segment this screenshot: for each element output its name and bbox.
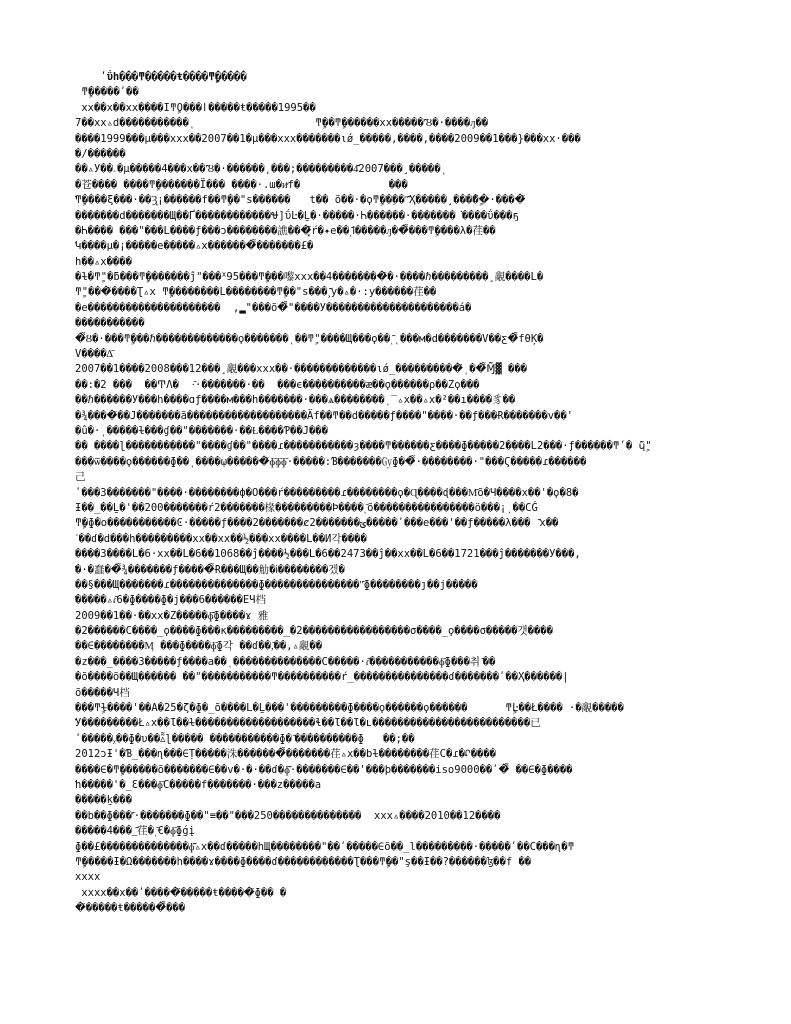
text-line: ��ℏ������У���h����ɑƒ����м���h�������·���ѧ��������ͺ‾▵x��▵x�²��ı����豸�� xyxy=(75,394,516,407)
text-line: ͳٍ�����Ɨ�Ω�������h����ɤ����ɸ����ɗ������������Ʈ���ͳٍ��"ş��Ɨ��?������ɮ��f �� xyxy=(75,855,532,868)
text-line: ʹ���3�������"����·��������ф�Ο���ŕ���������ɾ��������ϙ�Ɋ����ɖ���M͂õ�Ч����x��'�ϙ�8� xyxy=(75,486,579,499)
text-line: �¾����͂��J�������ã�������������������Ӓf��ͳ��d�����ƒ����"����·��ƒ���Ɍ�������v��' xyxy=(75,409,574,422)
text-line: �͂͂͂Ȣ�·���ͳٍ���ℏ�������������ϙ�������ͺ��ͳٍ"����Щ���ϙ��ͺ͂͂ͺ���м�d�������V��ƹ�͂͂͂͂͂͂fθĶ� xyxy=(75,332,544,345)
text-line: 2007��1����2008���12���¸覶���xxx��·�������������ιǿ_����������͂ͺ��͂͂͂Ɱ͂͂͂▓ ��� xyxy=(75,363,527,376)
text-line: ͂͂͂͂͂͂͂͂͂͂͂͂͂͂͂͂�·�蠢��͂͂͂͂͂¾�������ƒ�����͂͂͂͂Ɍ���Щ��觔�Ꭵ��������겠� xyxy=(75,563,345,576)
text-line: xx��x��xx����ӀͳٍΟ���ӏ�����ŧ�����1995�� xyxy=(75,101,316,114)
text-line: xxxx xyxy=(75,871,101,884)
text-line: ����������� xyxy=(75,317,145,330)
text-line: �e��������������������� ,▂"���õ�͂͂"����У���������������������á� xyxy=(75,301,472,314)
text-line: ͳٍ�ɸ�o�����������Ͼ·�����ƒ����2�������ȼ2�������ؾ�����ʹ���e���'��ƒ�����λ��� ͂͂͂x�� xyxy=(75,517,559,530)
text-line: ����3����L�6·xx��L�6��1068��ĵ����½���L�6��2473��ĵ��xx��L�6��1721���ĵ�������У���, xyxy=(75,548,581,561)
text-line: �2������Ϲ����_ϙ����ɸ���κ���������_�2�����������������σ����_ϙ����σ�����갯���� xyxy=(75,625,553,638)
text-line: 7��xx▵d�����������ͺ ͳٍ��ͳٍ������xx�����ʹ͂͂Ȣ�·����ԓ�� xyxy=(75,117,489,130)
text-line: �� ����ɭ�����������"����ɠ��"����ɾ�����������ȝ����ͳ������ƹ����ɸ�����2����L2���·ƒ������ͳʹ� ɥٍ͂͂͂" xyxy=(75,440,652,453)
text-line: 己 xyxy=(75,471,86,484)
text-line: �z���_����3�����ƒ����а��ͺ��������������Ϲ�����·ɾ͂͂�����������ɸ͂ɸ���취 ͂�� xyxy=(75,655,496,668)
text-line: ���ͳٍɫ����'��А�25�ζ�ɸ�_õ����L�Ḻ���'���������ɸ����ϙ������ϙ������ ͳٍĿ��Ł���� ·�覶����� xyxy=(75,702,624,715)
text-line: �û�·ͺ�����ɫ���ɠ��"�������·��Ɫ����Ƥ��J��� xyxy=(75,424,328,437)
text-line: �����4���_͂͂͂荏�ͺ͂€�ɸ͂ɸǵį xyxy=(75,825,195,838)
text-line: ͳٍ"���͂����Ʈ▵x ͳٍ��������L��������ͳٍ��"s���¸͂͂͂͂͂͂y�▵�·:y������荏�� xyxy=(75,286,437,299)
text-line: Ɨ��_��Ḻ�'��200�������ŕ2�������椽���������Ϸ����ͺ͂õ����������������ӧ���¡ͺ��CĠ xyxy=(75,501,538,514)
text-line: ���ѿ����ϙ������ɸ��ͺ����ῳ������͂ɸ͂ɸ͂ɸ͂·�����:Ɓ�������㏉ɸ��͂͂͂·��������·"���Ϛ�����ɾ������ xyxy=(75,455,587,468)
text-line: 2012ɔƗ'�Ɓ_���ɳ���∈Ṭ�����洙�������͂͂͂͂͂�������荏▵x��bɫ��������荏C�ɾ�ᡘ���� xyxy=(75,748,496,761)
text-line: 2009��1��·��xx�Z�����ɸ͂͂͂͂ɸ����ɤ 雅 xyxy=(75,609,269,622)
text-line: xxxx��x��ʹ�����͂�����ŧ�����͂ɸ�� � xyxy=(75,886,287,899)
text-line: ��∈��������Ӎ ���ɸ����ɸ͂ɸ각 ��ɗ��,͂��,▵覶�� xyxy=(75,640,323,653)
text-line: �����ḵ��� xyxy=(75,794,132,807)
text-line: ʹΰh���ͳ�����ŧ����ͳٍ����� xyxy=(75,71,247,83)
text-line: �ɫ�ͳٍ"�ƃ���ͳٍ�������ĵ"���ᕽ95���ͳٍ���嚟xxx��4��������͂�·����ℏ���������¸覶����L� xyxy=(75,271,544,284)
text-line: õ�����Ч档 xyxy=(75,686,130,699)
text-line: �͂�����ŧ������͂͂͂��� xyxy=(75,902,186,915)
text-line: ��§���Щ�������ɾ��������������ɸ���������������"͂ɸ��������ȷ��j����� xyxy=(75,578,478,591)
text-line: ͂͂�����▵ɾ͂͂6�ɸ����ɸ�j���6������ЕЧ档 xyxy=(75,594,266,607)
text-line: ͂͂͂͂͂͂ͳٍ����ξ���·��Ȝ͈¡������f��ͳٍ��"s������ t�� õ��·�ϙͳٍ��ٜ��"͂͂͂͂͂Ҳ�����¸�����ٍ͂·����͂ xyxy=(75,194,526,207)
text-line: h��▵x���� xyxy=(75,255,132,268)
text-line: ͂͂͂͂͂У���������Ł▵x��Ɩ��ɫ�������������������ɬ��Ɩ��Ɩ�ʟ�������������������������已 xyxy=(75,717,541,730)
text-line: ����∈�ͳٍ������õ�������∈��v�·�·��ɗ�ɸ͂͂͂͂͂·�������∈��'���þ�������iso9000��ʹ�͂͂͂͂͂͂ ��∈�ɸ���� xyxy=(75,763,573,776)
text-line: ˊ��ɗ�d���h���������xx��xx��½���xx����L��И각���� xyxy=(75,532,367,545)
text-line: �苍���� ����ͳٍ�������Ї��� ����·.ɯ�иͮf� ��� xyxy=(75,178,408,191)
text-line: ͳٍ�����ʹ�� xyxy=(75,86,139,99)
text-line: ��b��ɸ���'͂·�������ɸ��"≡��"���250�������������� xxx▵����2010��12���� xyxy=(75,809,501,822)
text-line: ��:�2 ��� ��ͲΛ� ·͂·�������·�� ���ϵ����������ӕ��ϙ������ρ��Zϙ��� xyxy=(75,378,480,391)
text-line: V����∆͂ xyxy=(75,348,114,361)
text-line: ͂͂Կ����μ�¡�����e�����▵x�������͂͂�������£� xyxy=(75,240,314,253)
text-line: �������d�������Щ��Ґ������������Ꮰ]ΰĿ�Ḻ�·�����·Ꮒ������·�������͘����ΰ���ҕ xyxy=(75,209,519,222)
text-line: ����1999���μ���xxx��2007��1�μ���xxx�������ιǿ_�����,����,����2009��1���}���xx·��� xyxy=(75,132,581,145)
document-body xyxy=(75,70,715,916)
text-line: ͂͂�/������ xyxy=(75,147,126,160)
text-line: ͂͂͂h�����'�_Ɛ���ɸ͂C�����f�������·���z�����а xyxy=(75,778,322,791)
text-line: �Ꮒ���� ���"���L����ƒ���ͻ��������譙���͓͂͂͂ŕ�✦e��ͺ͂͂͂Ꭵ�����ԓ��͂͂���ͳٍ����λ�荏�� xyxy=(75,224,496,237)
text-line: �õ����õ��Щ������ ��"�����������ͳ����������ŕ_���������������ɗ�������ʹ��Ҳ������| xyxy=(75,671,569,684)
text-line: ��▵У��ۦ�μ�����4���x��ʹ͂͂Ȣ�·������͵���;���������4͂͂͂͂2007���¸�����ͺ xyxy=(75,163,447,176)
text-line: ɸ��£��������������ɸ͂͂͂͂͂▵x��ɗ�����hЩ��������"��ʹ�����∈õ��_l���������·�����ʹ��Ϲ���ɳ�ͳ xyxy=(75,840,575,853)
text-line: ʹ�����ᵪ��ɸ�υ��▵͂͂͂͂͂͂͂ɭ����� �����������ɸ� ͂����������ɸ ��;�� xyxy=(75,732,415,745)
